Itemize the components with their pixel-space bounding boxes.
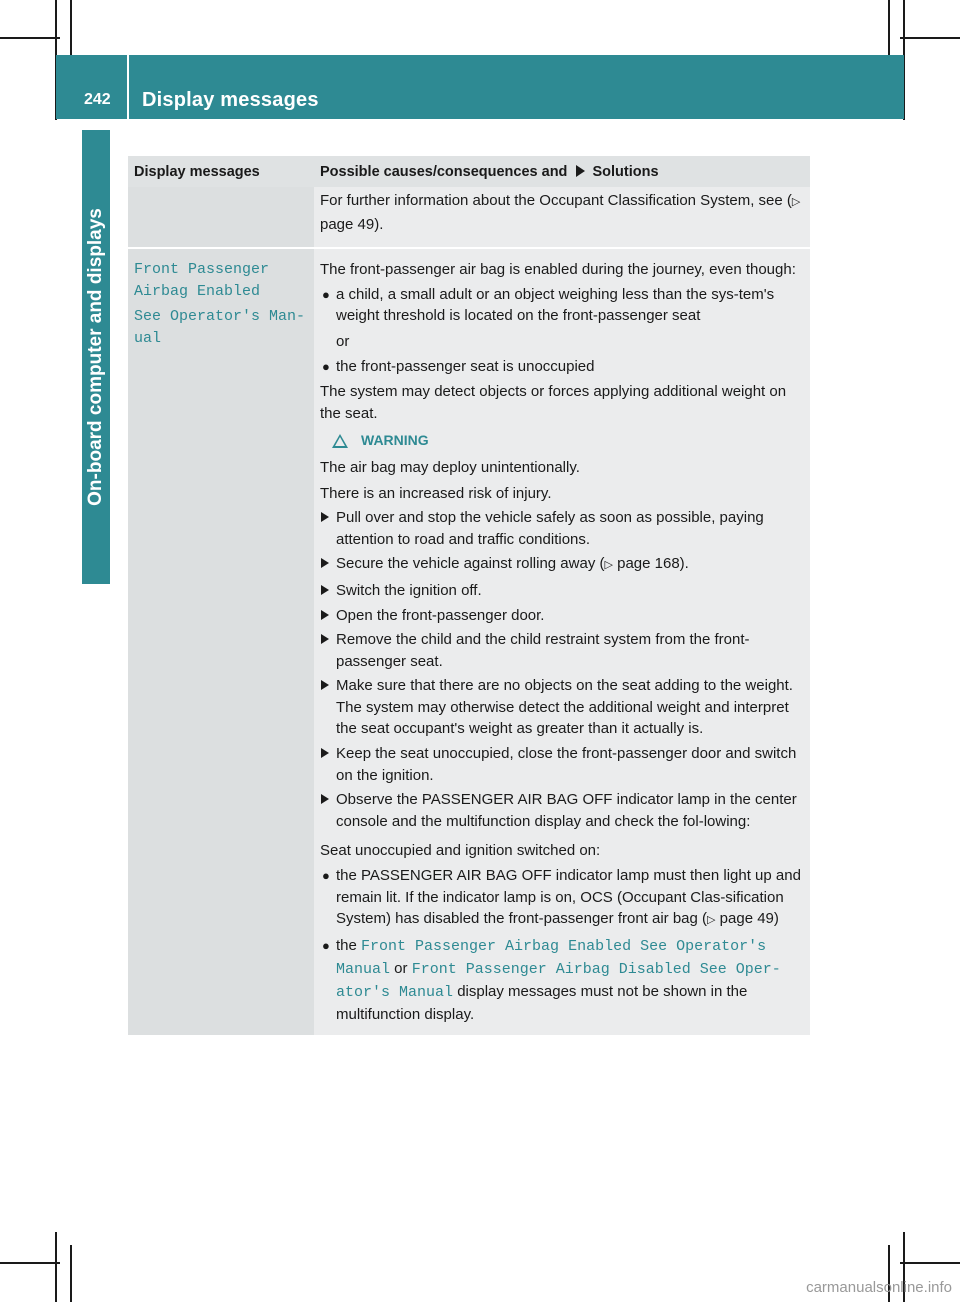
crop-mark <box>900 37 960 39</box>
chapter-tab-label-wrap <box>82 130 110 584</box>
ocs-info-text: For further information about the Occupant Classification System, see ( <box>320 192 792 209</box>
list-item <box>320 789 806 832</box>
page-number: 242 <box>84 91 111 108</box>
table-header <box>128 156 810 187</box>
step-text: page 168). <box>612 555 689 573</box>
action-arrow-icon <box>321 512 329 522</box>
table-cell-message <box>128 187 314 247</box>
action-arrow-icon <box>321 680 329 690</box>
page-header <box>56 55 904 119</box>
step-text: Remove the child and the child restraint system from the front-passenger seat. <box>336 631 750 670</box>
cause-text: a child, a small adult or an object weighing less than the sys-tem's weight threshold is located on the front-passenger seat <box>336 285 775 325</box>
column-header-prefix: Possible causes/consequences and <box>320 164 568 180</box>
step-text: Observe the PASSENGER AIR BAG OFF indicator lamp in the center console and the multifunction display and check the fol-lowing: <box>336 791 797 830</box>
chapter-tab-label: On-board computer and displays <box>85 208 106 506</box>
list-item <box>320 580 806 602</box>
table-row <box>128 187 810 247</box>
list-item <box>320 284 806 327</box>
page-ref-icon: ▷ <box>791 196 801 208</box>
list-item <box>320 507 806 550</box>
display-message-line: ual <box>134 330 162 348</box>
list-item <box>320 743 806 786</box>
system-note: The system may detect objects or forces applying additional weight on the seat. <box>320 383 787 422</box>
list-item <box>320 356 806 378</box>
page-ref-icon: ▷ <box>707 914 716 927</box>
bullet-icon: ● <box>322 286 330 302</box>
warning-text: The air bag may deploy unintentionally. <box>320 458 580 476</box>
table-row <box>128 247 810 1035</box>
action-arrow-icon <box>321 748 329 758</box>
check-text: the PASSENGER AIR BAG OFF indicator lamp must then light up and remain lit. If the indicator lamp is on, OCS (Occupant Clas-sification System) has disabled the front-passenger front air bag ( <box>336 867 801 928</box>
crop-mark <box>70 1245 72 1302</box>
list-item <box>320 675 806 740</box>
action-arrow-icon <box>321 634 329 644</box>
list-item <box>320 553 806 577</box>
crop-mark <box>888 0 890 60</box>
check-text: the <box>336 936 362 954</box>
table-cell-solution <box>314 187 810 247</box>
step-text: Switch the ignition off. <box>336 581 482 599</box>
page-ref-icon: ▷ <box>604 559 613 572</box>
display-message-line: Front Passenger <box>134 261 270 279</box>
ocs-info-ref: page 49). <box>320 215 384 233</box>
bullet-icon: ● <box>322 937 330 953</box>
crop-mark <box>70 0 72 60</box>
intro-text: The front-passenger air bag is enabled during the journey, even though: <box>320 261 796 279</box>
check-intro: Seat unoccupied and ignition switched on: <box>320 842 601 860</box>
messages-table <box>128 156 810 1035</box>
header-divider <box>127 55 129 119</box>
display-message-line: See Operator's Man‐ <box>134 308 306 326</box>
warning-label: WARNING <box>361 432 429 449</box>
crop-mark <box>0 37 60 39</box>
bullet-icon: ● <box>322 358 330 374</box>
step-text: The system may otherwise detect the additional weight and interpret the seat occupant's weight as greater than it actually is. <box>336 698 789 738</box>
list-item <box>320 605 806 627</box>
step-text: Keep the seat unoccupied, close the front-passenger door and switch on the ignition. <box>336 745 797 784</box>
table-cell-message <box>128 249 314 1035</box>
crop-mark <box>55 1232 57 1302</box>
step-text: Make sure that there are no objects on the seat adding to the weight. <box>336 677 793 695</box>
check-text: display messages must not be shown in the multifunction display. <box>336 982 748 1023</box>
step-text: Pull over and stop the vehicle safely as soon as possible, paying attention to road and traffic conditions. <box>336 509 764 548</box>
column-header-suffix: Solutions <box>592 164 659 180</box>
cause-text: the front-passenger seat is unoccupied <box>336 357 595 375</box>
warning-triangle-icon <box>332 434 348 448</box>
column-header-messages: Display messages <box>134 164 260 180</box>
display-message-line: Airbag Enabled <box>134 283 261 301</box>
display-message-inline: Front Passenger Airbag Disabled See Oper‐ator's Manual <box>336 960 781 1001</box>
check-text: or <box>390 959 412 977</box>
crop-mark <box>0 1262 60 1264</box>
action-arrow-icon <box>321 610 329 620</box>
action-arrow-icon <box>576 165 585 177</box>
action-arrow-icon <box>321 794 329 804</box>
or-text: or <box>336 332 350 350</box>
list-item <box>320 935 806 1026</box>
column-header-solutions <box>314 156 810 187</box>
list-item <box>320 629 806 672</box>
warning-heading <box>332 430 806 452</box>
step-text: Secure the vehicle against rolling away ( <box>336 555 605 573</box>
action-arrow-icon <box>321 558 329 568</box>
bullet-icon: ● <box>322 868 330 884</box>
display-message-inline: Front Passenger Airbag Enabled See Operator's Manual <box>336 937 767 978</box>
warning-text: There is an increased risk of injury. <box>320 484 552 502</box>
action-arrow-icon <box>321 585 329 595</box>
crop-mark <box>900 1262 960 1264</box>
table-cell-solution <box>314 249 810 1035</box>
list-item <box>320 865 806 932</box>
step-text: Open the front-passenger door. <box>336 606 545 624</box>
page-title: Display messages <box>142 89 319 111</box>
check-text: page 49) <box>715 910 779 928</box>
watermark: carmanualsonline.info <box>806 1279 952 1296</box>
